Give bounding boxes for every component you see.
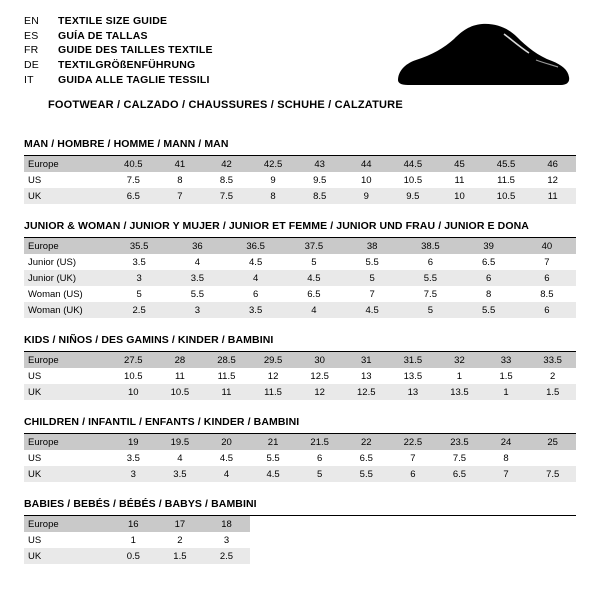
- language-code: IT: [24, 73, 34, 86]
- cell: 5.5: [343, 466, 390, 482]
- row-label: US: [24, 532, 110, 548]
- cell: 8.5: [518, 286, 576, 302]
- cell: 5.5: [343, 254, 401, 270]
- cell: 8: [157, 172, 204, 188]
- cell: 5: [110, 286, 168, 302]
- cell: 8.5: [296, 188, 343, 204]
- section-title: BABIES / BEBÉS / BÉBÉS / BABYS / BAMBINI: [24, 498, 257, 510]
- cell: 21.5: [296, 434, 343, 450]
- page-header: [0, 0, 600, 112]
- cell-empty: [483, 516, 530, 532]
- cell-empty: [250, 516, 297, 532]
- cell: 2.5: [110, 302, 168, 318]
- cell: 8: [483, 450, 530, 466]
- cell: 38.5: [401, 238, 459, 254]
- cell: 4: [203, 466, 250, 482]
- size-table: [24, 352, 576, 400]
- cell: 3.5: [168, 270, 226, 286]
- cell: 4: [157, 450, 204, 466]
- language-row: [24, 31, 213, 46]
- cell: 4.5: [343, 302, 401, 318]
- cell: 42: [203, 156, 250, 172]
- cell: 20: [203, 434, 250, 450]
- cell: 6.5: [343, 450, 390, 466]
- cell: 10: [436, 188, 483, 204]
- row-label: Europe: [24, 434, 110, 450]
- cell-empty: [250, 548, 297, 564]
- table-row: [24, 434, 576, 450]
- cell: 6.5: [436, 466, 483, 482]
- size-table-body: [24, 434, 576, 482]
- row-label: Europe: [24, 238, 110, 254]
- language-title-list-body: [24, 16, 213, 89]
- cell: 18: [203, 516, 250, 532]
- cell: 27.5: [110, 352, 157, 368]
- cell: 1: [483, 384, 530, 400]
- row-label: UK: [24, 548, 110, 564]
- cell: 2.5: [203, 548, 250, 564]
- cell: 31: [343, 352, 390, 368]
- cell-empty: [436, 516, 483, 532]
- cell: 22.5: [390, 434, 437, 450]
- cell: 36: [168, 238, 226, 254]
- cell: 6.5: [285, 286, 343, 302]
- language-title-list: [24, 16, 213, 89]
- cell: 1.5: [483, 368, 530, 384]
- cell: 5: [296, 466, 343, 482]
- size-tables: [0, 138, 600, 564]
- cell: 11: [157, 368, 204, 384]
- cell: 10: [343, 172, 390, 188]
- cell: 3.5: [157, 466, 204, 482]
- row-label: Europe: [24, 156, 110, 172]
- cell: 10.5: [157, 384, 204, 400]
- cell-empty: [250, 532, 297, 548]
- cell: 29.5: [250, 352, 297, 368]
- cell: 0.5: [110, 548, 157, 564]
- row-label: US: [24, 172, 110, 188]
- section-junior-woman: [24, 220, 576, 318]
- language-title: GUIDE DES TAILLES TEXTILE: [58, 44, 213, 57]
- language-code: ES: [24, 29, 39, 42]
- language-row: [24, 75, 213, 90]
- cell: 1.5: [157, 548, 204, 564]
- cell: 41: [157, 156, 204, 172]
- cell: 9.5: [390, 188, 437, 204]
- row-label: Woman (US): [24, 286, 110, 302]
- cell: 1: [110, 532, 157, 548]
- cell: 43: [296, 156, 343, 172]
- dress-shoe-icon: [386, 20, 576, 98]
- cell: 7: [518, 254, 576, 270]
- cell: 45.5: [483, 156, 530, 172]
- cell: 4: [285, 302, 343, 318]
- cell-empty: [529, 548, 576, 564]
- cell: 11.5: [203, 368, 250, 384]
- cell-empty: [436, 548, 483, 564]
- cell: 5: [401, 302, 459, 318]
- size-table-body: [24, 156, 576, 204]
- language-title: GUÍA DE TALLAS: [58, 29, 148, 42]
- size-table-body: [24, 238, 576, 318]
- cell: 37.5: [285, 238, 343, 254]
- cell: 35.5: [110, 238, 168, 254]
- table-row: [24, 270, 576, 286]
- cell: 6.5: [460, 254, 518, 270]
- cell: 7.5: [203, 188, 250, 204]
- table-row: [24, 156, 576, 172]
- cell: [529, 450, 576, 466]
- cell-empty: [390, 516, 437, 532]
- row-label: Europe: [24, 516, 110, 532]
- table-row: [24, 188, 576, 204]
- table-row: [24, 368, 576, 384]
- cell: 4.5: [250, 466, 297, 482]
- cell: 5.5: [250, 450, 297, 466]
- cell: 7: [390, 450, 437, 466]
- cell: 11: [529, 188, 576, 204]
- cell: 4: [168, 254, 226, 270]
- language-row: [24, 45, 213, 60]
- cell: 4.5: [227, 254, 285, 270]
- cell: 46: [529, 156, 576, 172]
- cell: 10.5: [390, 172, 437, 188]
- cell: 11.5: [250, 384, 297, 400]
- size-table: [24, 434, 576, 482]
- cell: 1.5: [529, 384, 576, 400]
- cell-empty: [390, 532, 437, 548]
- cell: 33: [483, 352, 530, 368]
- cell: 24: [483, 434, 530, 450]
- cell: 28: [157, 352, 204, 368]
- cell: 28.5: [203, 352, 250, 368]
- cell-empty: [436, 532, 483, 548]
- cell: 5.5: [401, 270, 459, 286]
- cell: 12: [529, 172, 576, 188]
- size-table: [24, 156, 576, 204]
- section-title: KIDS / NIÑOS / DES GAMINS / KINDER / BAMBINI: [24, 334, 274, 346]
- cell: 2: [157, 532, 204, 548]
- section-children: [24, 416, 576, 482]
- cell: 4.5: [285, 270, 343, 286]
- cell: 3.5: [227, 302, 285, 318]
- cell-empty: [529, 532, 576, 548]
- table-row: [24, 384, 576, 400]
- cell-empty: [296, 532, 343, 548]
- cell: 25: [529, 434, 576, 450]
- cell: 21: [250, 434, 297, 450]
- row-label: UK: [24, 384, 110, 400]
- cell: 11: [436, 172, 483, 188]
- section-kids: [24, 334, 576, 400]
- cell: 6: [296, 450, 343, 466]
- cell: 10: [110, 384, 157, 400]
- section-title: CHILDREN / INFANTIL / ENFANTS / KINDER / BAMBINI: [24, 416, 300, 428]
- cell: 7.5: [529, 466, 576, 482]
- table-row: [24, 286, 576, 302]
- cell: 3: [110, 466, 157, 482]
- cell: 19: [110, 434, 157, 450]
- cell: 10.5: [483, 188, 530, 204]
- cell: 38: [343, 238, 401, 254]
- cell: 13: [343, 368, 390, 384]
- row-label: UK: [24, 188, 110, 204]
- language-title: GUIDA ALLE TAGLIE TESSILI: [58, 73, 210, 86]
- cell-empty: [343, 516, 390, 532]
- table-row: [24, 238, 576, 254]
- cell: 7.5: [110, 172, 157, 188]
- cell: 4.5: [203, 450, 250, 466]
- cell: 8.5: [203, 172, 250, 188]
- cell: 8: [250, 188, 297, 204]
- cell: 32: [436, 352, 483, 368]
- table-row: [24, 466, 576, 482]
- cell-empty: [483, 548, 530, 564]
- cell: 3.5: [110, 254, 168, 270]
- cell: 7: [483, 466, 530, 482]
- cell-empty: [529, 516, 576, 532]
- section-man: [24, 138, 576, 204]
- footwear-heading: FOOTWEAR / CALZADO / CHAUSSURES / SCHUHE / CALZATURE: [48, 99, 403, 112]
- cell: 12: [296, 384, 343, 400]
- cell: 19.5: [157, 434, 204, 450]
- cell: 11: [203, 384, 250, 400]
- cell: 36.5: [227, 238, 285, 254]
- cell: 44.5: [390, 156, 437, 172]
- cell: 3: [203, 532, 250, 548]
- row-label: Europe: [24, 352, 110, 368]
- section-title: MAN / HOMBRE / HOMME / MANN / MAN: [24, 138, 229, 150]
- language-row: [24, 16, 213, 31]
- cell: 7.5: [436, 450, 483, 466]
- row-label: Junior (UK): [24, 270, 110, 286]
- cell-empty: [343, 548, 390, 564]
- cell: 44: [343, 156, 390, 172]
- language-code: DE: [24, 59, 39, 72]
- size-table: [24, 238, 576, 318]
- cell: 9.5: [296, 172, 343, 188]
- cell: 45: [436, 156, 483, 172]
- row-label: Junior (US): [24, 254, 110, 270]
- cell: 39: [460, 238, 518, 254]
- cell-empty: [483, 532, 530, 548]
- language-row: [24, 60, 213, 75]
- table-row: [24, 254, 576, 270]
- cell: 3.5: [110, 450, 157, 466]
- row-label: UK: [24, 466, 110, 482]
- cell: 12.5: [343, 384, 390, 400]
- section-title: JUNIOR & WOMAN / JUNIOR Y MUJER / JUNIOR ET FEMME / JUNIOR UND FRAU / JUNIOR E DONA: [24, 220, 529, 232]
- table-row: [24, 516, 576, 532]
- cell: 6.5: [110, 188, 157, 204]
- cell: 3: [168, 302, 226, 318]
- table-row: [24, 302, 576, 318]
- cell: 17: [157, 516, 204, 532]
- cell: 6: [518, 270, 576, 286]
- section-babies: [24, 498, 576, 564]
- cell: 33.5: [529, 352, 576, 368]
- cell: 5: [343, 270, 401, 286]
- cell-empty: [390, 548, 437, 564]
- cell: 6: [518, 302, 576, 318]
- table-row: [24, 172, 576, 188]
- cell: 31.5: [390, 352, 437, 368]
- cell: 11.5: [483, 172, 530, 188]
- cell-empty: [296, 548, 343, 564]
- cell: 1: [436, 368, 483, 384]
- cell: 22: [343, 434, 390, 450]
- cell-empty: [343, 532, 390, 548]
- language-title: TEXTILGRÖßENFÜHRUNG: [58, 59, 196, 72]
- cell: 6: [390, 466, 437, 482]
- cell: 13: [390, 384, 437, 400]
- table-row: [24, 450, 576, 466]
- cell: 7: [343, 286, 401, 302]
- table-row: [24, 352, 576, 368]
- cell: 7.5: [401, 286, 459, 302]
- row-label: US: [24, 450, 110, 466]
- cell: 3: [110, 270, 168, 286]
- size-table-body: [24, 516, 576, 564]
- cell: 23.5: [436, 434, 483, 450]
- cell: 6: [401, 254, 459, 270]
- cell: 5.5: [168, 286, 226, 302]
- cell: 5: [285, 254, 343, 270]
- cell: 8: [460, 286, 518, 302]
- cell: 5.5: [460, 302, 518, 318]
- cell: 16: [110, 516, 157, 532]
- cell: 40.5: [110, 156, 157, 172]
- cell: 6: [460, 270, 518, 286]
- cell: 30: [296, 352, 343, 368]
- cell: 42.5: [250, 156, 297, 172]
- size-table: [24, 516, 576, 564]
- cell: 40: [518, 238, 576, 254]
- cell: 13.5: [436, 384, 483, 400]
- cell: 13.5: [390, 368, 437, 384]
- cell: 10.5: [110, 368, 157, 384]
- cell: 9: [343, 188, 390, 204]
- row-label: US: [24, 368, 110, 384]
- cell: 7: [157, 188, 204, 204]
- cell: 9: [250, 172, 297, 188]
- table-row: [24, 532, 576, 548]
- cell: 4: [227, 270, 285, 286]
- size-table-body: [24, 352, 576, 400]
- cell: 12: [250, 368, 297, 384]
- cell: 12.5: [296, 368, 343, 384]
- cell: 2: [529, 368, 576, 384]
- table-row: [24, 548, 576, 564]
- row-label: Woman (UK): [24, 302, 110, 318]
- language-code: EN: [24, 15, 39, 27]
- language-code: FR: [24, 44, 39, 57]
- language-title: TEXTILE SIZE GUIDE: [58, 15, 168, 27]
- cell: 6: [227, 286, 285, 302]
- cell-empty: [296, 516, 343, 532]
